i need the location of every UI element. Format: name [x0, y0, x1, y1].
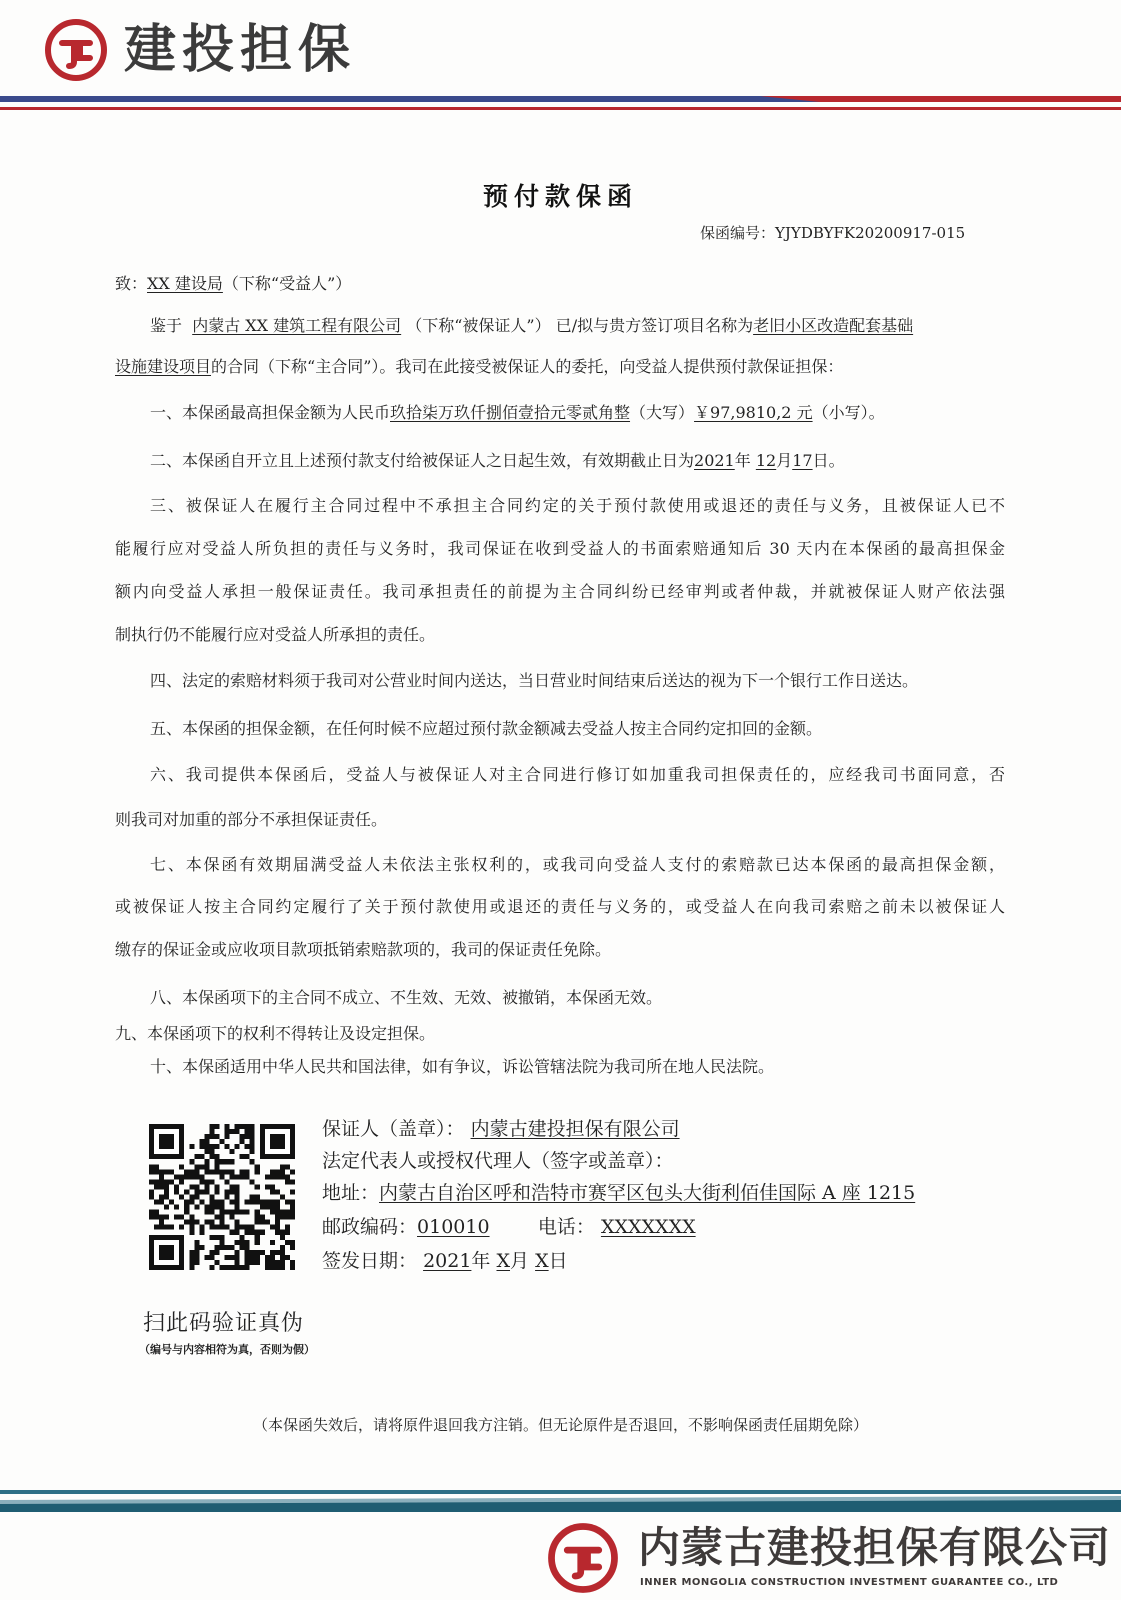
brand-name: 建投担保 — [124, 20, 357, 80]
clause-3-line-3: 额内向受益人承担一般保证责任。我司承担责任的前提为主合同纠纷已经审判或者仲裁，并就被保证人财产依法强 — [115, 582, 1005, 601]
address-line: 地址：内蒙古自治区呼和浩特市赛罕区包头大街利佰佳国际 A 座 1215 — [322, 1182, 916, 1204]
clause-7-line-2: 或被保证人按主合同约定履行了关于预付款使用或退还的责任与义务的，或受益人在向我司索赔之前未以被保证人 — [115, 897, 1005, 916]
clause-9: 九、本保函项下的权利不得转让及设定担保。 — [115, 1024, 436, 1043]
representative-line: 法定代表人或授权代理人（签字或盖章）： — [322, 1150, 674, 1172]
footer-band — [0, 1490, 1121, 1514]
guarantor-name: 内蒙古建投担保有限公司 — [470, 1118, 680, 1140]
qr-note: （编号与内容相符为真，否则为假） — [139, 1343, 315, 1356]
amount-figures: ￥97,9810,2 元 — [694, 403, 813, 422]
footer-company-english: INNER MONGOLIA CONSTRUCTION INVESTMENT GUARANTEE CO., LTD — [640, 1577, 1059, 1588]
project-name: 老旧小区改造配套基础 — [753, 316, 914, 335]
guarantee-number: 保函编号：YJYDBYFK20200917-015 — [700, 224, 966, 242]
clause-6-line-1: 六、我司提供本保函后，受益人与被保证人对主合同进行修订如加重我司担保责任的，应经我司书面同意，否 — [150, 765, 1005, 784]
clause-4: 四、法定的索赔材料须于我司对公营业时间内送达，当日营业时间结束后送达的视为下一个银行工作日送达。 — [150, 671, 919, 690]
clause-10: 十、本保函适用中华人民共和国法律，如有争议，诉讼管辖法院为我司所在地人民法院。 — [150, 1057, 775, 1076]
issue-date-line: 签发日期： 2021年 X月 X日 — [322, 1250, 568, 1272]
postcode-value: 010010 — [417, 1216, 490, 1238]
beneficiary-name: XX 建设局 — [147, 274, 223, 293]
qr-code[interactable] — [149, 1124, 295, 1270]
page-title: 预付款保函 — [482, 182, 638, 211]
addressee-line: 致：XX 建设局（下称“受益人”） — [115, 274, 352, 293]
clause-6-line-2: 则我司对加重的部分不承担保证责任。 — [115, 810, 388, 829]
phone-value: XXXXXXX — [600, 1216, 696, 1238]
postcode-phone-line: 邮政编码：010010 电话： XXXXXXX — [322, 1216, 696, 1238]
clause-7-line-1: 七、本保函有效期届满受益人未依法主张权利的，或我司向受益人支付的索赔款已达本保函的最高担保金额， — [150, 855, 1005, 874]
footnote: （本保函失效后，请将原件退回我方注销。但无论原件是否退回，不影响保函责任届期免除） — [252, 1416, 868, 1434]
qr-caption: 扫此码验证真伪 — [143, 1311, 305, 1336]
guarantor-line: 保证人（盖章）： 内蒙古建投担保有限公司 — [322, 1118, 680, 1140]
footer-company-name: 内蒙古建投担保有限公司 — [638, 1523, 1112, 1572]
company-logo-icon — [44, 18, 108, 82]
intro-line-1: 鉴于 内蒙古 XX 建筑工程有限公司 （下称“被保证人”） 已/拟与贵方签订项目名称为老旧小区改造配套基础 — [150, 316, 914, 335]
clause-3-line-4: 制执行仍不能履行应对受益人所承担的责任。 — [115, 625, 436, 644]
clause-1: 一、本保函最高担保金额为人民币玖拾柒万玖仟捌佰壹拾元零贰角整（大写）￥97,9810,2 元（小写）。 — [150, 403, 885, 422]
header-band — [0, 96, 1121, 120]
clause-2: 二、本保函自开立且上述预付款支付给被保证人之日起生效，有效期截止日为2021年 12月17日。 — [150, 451, 845, 470]
clause-3-line-1: 三、被保证人在履行主合同过程中不承担主合同约定的关于预付款使用或退还的责任与义务，且被保证人已不 — [150, 496, 1005, 515]
amount-words: 玖拾柒万玖仟捌佰壹拾元零贰角整 — [390, 403, 631, 422]
clause-8: 八、本保函项下的主合同不成立、不生效、无效、被撤销，本保函无效。 — [150, 988, 663, 1007]
clause-3-line-2: 能履行应对受益人所负担的责任与义务时，我司保证在收到受益人的书面索赔通知后 30 天内在本保函的最高担保金 — [115, 539, 1005, 558]
intro-line-2: 设施建设项目的合同（下称“主合同”）。我司在此接受被保证人的委托，向受益人提供预付款保证担保： — [115, 357, 844, 376]
company-logo-icon — [547, 1522, 619, 1594]
principal-name: 内蒙古 XX 建筑工程有限公司 — [192, 316, 402, 335]
clause-7-line-3: 缴存的保证金或应收项目款项抵销索赔款项的，我司的保证责任免除。 — [115, 940, 612, 959]
clause-5: 五、本保函的担保金额，在任何时候不应超过预付款金额减去受益人按主合同约定扣回的金额。 — [150, 719, 823, 738]
address-value: 内蒙古自治区呼和浩特市赛罕区包头大街利佰佳国际 A 座 1215 — [379, 1182, 916, 1204]
